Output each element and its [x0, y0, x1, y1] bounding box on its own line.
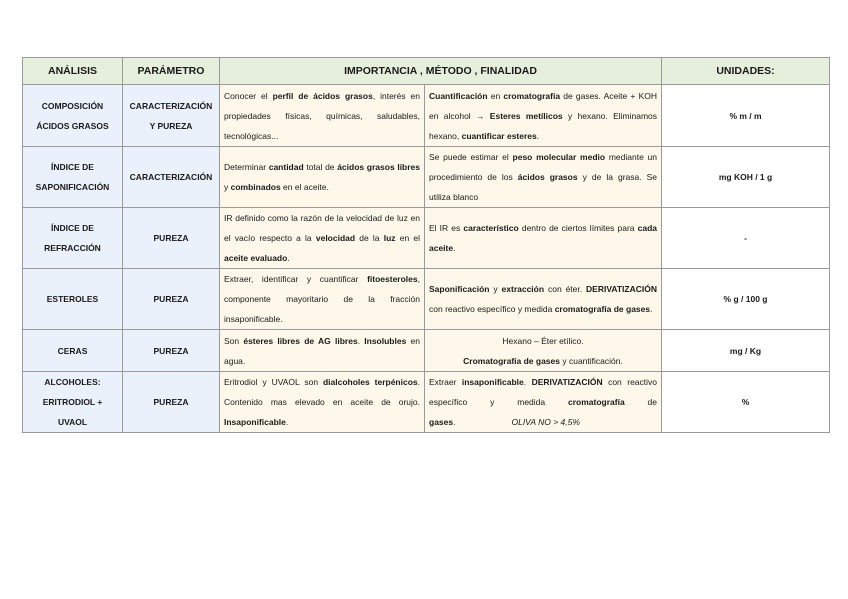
- analisis-text: REFRACCIÓN: [44, 243, 101, 253]
- bold-text: Esteres metílicos: [489, 110, 563, 121]
- text-run: Extraer: [429, 377, 462, 387]
- metodo-cell: [425, 330, 662, 372]
- metodo-bold-text: Cromatografía de gases: [463, 355, 560, 366]
- metodo-cell: [425, 372, 662, 433]
- metodo-cell: [425, 147, 662, 208]
- metodo-text: Hexano – Éter etílico.: [502, 335, 584, 346]
- text-run: , componente mayoritario de la fracción insaponificable.: [224, 274, 420, 324]
- text-run: .: [650, 304, 653, 314]
- text-run: .: [453, 243, 456, 253]
- header-analisis: ANÁLISIS: [23, 58, 123, 85]
- bold-text: fitoesteroles: [367, 274, 418, 284]
- unidades-cell: mg / Kg: [662, 330, 830, 372]
- bold-text: insaponificable: [461, 377, 524, 387]
- parametro-cell: PUREZA: [123, 372, 220, 433]
- bold-text: Insaponificable: [224, 417, 286, 427]
- analisis-text: ÍNDICE DE: [51, 223, 94, 233]
- bold-text: dialcoholes terpénicos: [322, 377, 418, 387]
- header-importancia: IMPORTANCIA , MÉTODO , FINALIDAD: [220, 58, 662, 85]
- unidades-cell: %: [662, 372, 830, 433]
- text-run: y de la grasa. Se utiliza blanco: [429, 172, 658, 202]
- analisis-text: ÍNDICE DE: [51, 162, 94, 172]
- bold-text: extracción: [501, 284, 545, 294]
- analisis-cell: CERAS: [23, 330, 123, 372]
- text-run: .: [453, 417, 456, 427]
- bold-text: gases: [429, 417, 454, 427]
- parametro-cell: PUREZA: [123, 330, 220, 372]
- text-run: Se puede estimar el: [429, 152, 513, 162]
- text-run: .: [523, 377, 532, 387]
- header-parametro: PARÁMETRO: [123, 58, 220, 85]
- header-row: [23, 58, 830, 85]
- bold-text: peso molecular medio: [512, 152, 606, 162]
- header-unidades: UNIDADES:: [662, 58, 830, 85]
- text-run: Extraer, identificar y cuantificar: [224, 274, 368, 284]
- metodo-text: [429, 351, 657, 371]
- analisis-cell: [23, 147, 123, 208]
- text-run: de la: [355, 233, 384, 243]
- table-row: [23, 269, 830, 330]
- bold-text: ésteres libres de AG libres: [243, 335, 358, 346]
- bold-text: cuantificar esteres: [461, 130, 537, 141]
- analisis-cell: [23, 85, 123, 147]
- bold-text: DERIVATIZACIÓN: [586, 284, 658, 294]
- importancia-cell: [220, 372, 425, 433]
- bold-text: perfil de ácidos grasos: [272, 90, 373, 101]
- text-run: en: [487, 90, 504, 101]
- text-run: Determinar: [224, 162, 269, 172]
- analisis-cell: [23, 208, 123, 269]
- bold-text: Cuantificación: [429, 90, 488, 101]
- metodo-text: y cuantificación.: [560, 355, 623, 366]
- text-run: en el aceite.: [280, 182, 329, 192]
- parametro-cell: PUREZA: [123, 269, 220, 330]
- unidades-cell: mg KOH / 1 g: [662, 147, 830, 208]
- bold-text: característico: [463, 223, 519, 233]
- text-run: Eritrodiol y UVAOL son: [224, 377, 323, 387]
- analisis-cell: [23, 372, 123, 433]
- text-run: en agua.: [224, 335, 420, 366]
- parametro-cell: PUREZA: [123, 208, 220, 269]
- text-run: .: [357, 335, 365, 346]
- metodo-cell: [425, 269, 662, 330]
- text-run: Son: [224, 335, 244, 346]
- parametro-text: Y PUREZA: [149, 120, 193, 131]
- bold-text: cromatografía de gases: [554, 304, 651, 314]
- table-row: [23, 372, 830, 433]
- text-run: y: [224, 182, 231, 192]
- table-row: [23, 85, 830, 147]
- bold-text: velocidad: [315, 233, 356, 243]
- text-run: .: [285, 417, 289, 427]
- metodo-cell: [425, 85, 662, 147]
- text-run: de gases. Aceite + KOH en alcohol →: [429, 90, 657, 121]
- text-run: IR definido como la razón de la velocidad de luz en el vacío respecto a la: [224, 213, 420, 243]
- text-run: en el: [395, 233, 421, 243]
- analisis-text: ERITRODIOL +: [42, 397, 103, 407]
- unidades-cell: -: [662, 208, 830, 269]
- text-run: Conocer el: [224, 90, 273, 101]
- bold-text: combinados: [230, 182, 281, 192]
- analisis-text: UVAOL: [57, 417, 88, 427]
- text-run: .: [536, 130, 540, 141]
- analisis-text: ÁCIDOS GRASOS: [36, 120, 109, 131]
- bold-text: Saponificación: [429, 284, 490, 294]
- analisis-cell: ESTEROLES: [23, 269, 123, 330]
- oliva-note: OLIVA NO > 4,5%: [511, 417, 580, 427]
- table-row: [23, 147, 830, 208]
- bold-text: cromatografía: [568, 397, 625, 407]
- bold-text: cromatografía: [503, 90, 561, 101]
- bold-text: aceite evaluado: [224, 253, 288, 263]
- unidades-cell: % m / m: [662, 85, 830, 147]
- table-row: [23, 330, 830, 372]
- unidades-cell: % g / 100 g: [662, 269, 830, 330]
- bold-text: DERIVATIZACIÓN: [531, 377, 603, 387]
- text-run: de: [624, 397, 658, 407]
- parametro-text: CARACTERIZACIÓN: [129, 100, 213, 111]
- text-run: mediante un procedimiento de los: [429, 152, 658, 182]
- parametro-cell: [123, 85, 220, 147]
- metodo-cell: [425, 208, 662, 269]
- parametro-cell: CARACTERIZACIÓN: [123, 147, 220, 208]
- bold-text: luz: [383, 233, 396, 243]
- importancia-cell: [220, 330, 425, 372]
- analisis-text: SAPONIFICACIÓN: [35, 182, 110, 192]
- text-run: .: [287, 253, 290, 263]
- text-run: con éter.: [544, 284, 587, 294]
- text-run: con reactivo específico y medida: [429, 304, 555, 314]
- importancia-cell: [220, 85, 425, 147]
- importancia-cell: [220, 208, 425, 269]
- importancia-cell: [220, 269, 425, 330]
- text-run: y hexano. Eliminamos hexano,: [429, 110, 658, 141]
- text-run: El IR es: [429, 223, 464, 233]
- analisis-text: COMPOSICIÓN: [41, 100, 104, 111]
- text-run: dentro de ciertos límites para: [518, 223, 638, 233]
- analisis-text: ALCOHOLES:: [44, 377, 101, 387]
- bold-text: ácidos grasos libres: [337, 162, 421, 172]
- analysis-table: [22, 57, 830, 433]
- text-run: , interés en propiedades físicas, químicas, saludables, tecnológicas...: [224, 90, 420, 141]
- bold-text: ácidos grasos: [517, 172, 578, 182]
- text-run: con reactivo específico y medida: [429, 377, 658, 407]
- text-run: total de: [303, 162, 338, 172]
- importancia-cell: [220, 147, 425, 208]
- text-run: . Contenido mas elevado en aceite de orujo.: [224, 377, 420, 407]
- table-row: [23, 208, 830, 269]
- text-run: y: [489, 284, 502, 294]
- bold-text: cantidad: [268, 162, 304, 172]
- bold-text: Insolubles: [364, 335, 407, 346]
- bold-text: cada aceite: [429, 223, 658, 253]
